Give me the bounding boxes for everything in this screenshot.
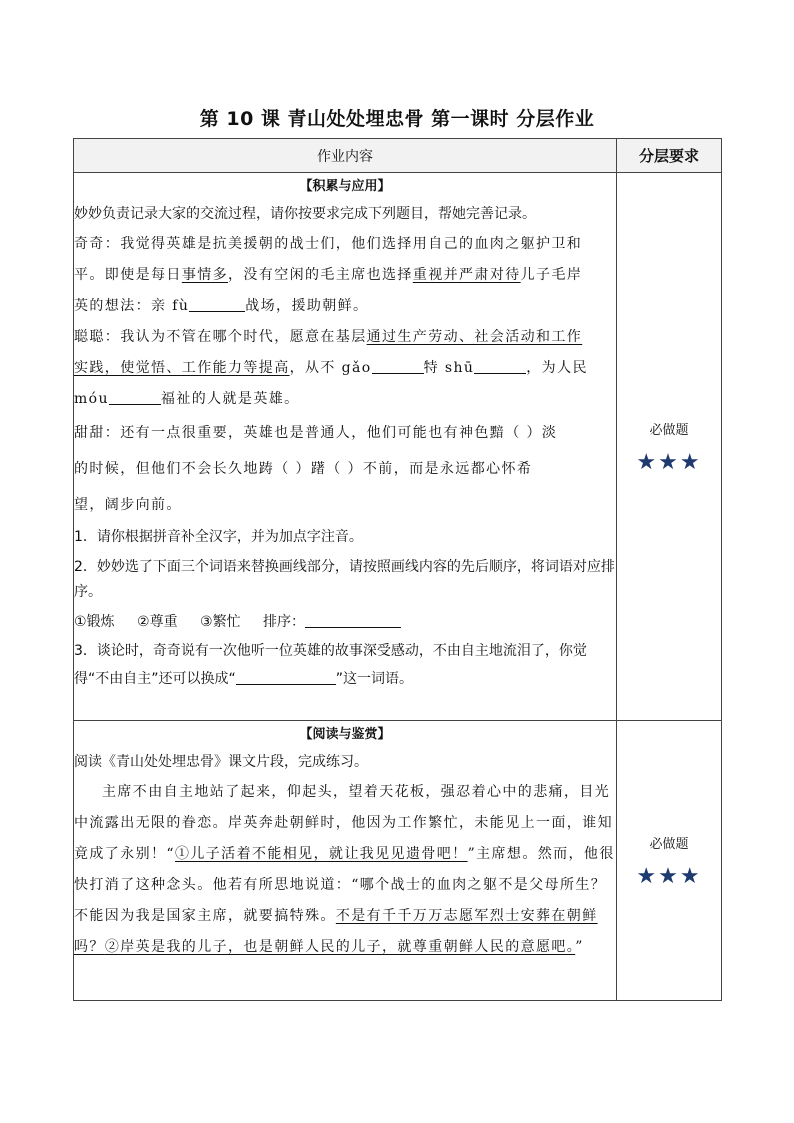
option-2: ②尊重 <box>137 614 178 630</box>
question-2: 2．妙妙选了下面三个词语来替换画线部分，请按照画线内容的先后顺序，将词语对应排序。 <box>74 559 615 600</box>
required-label: 必做题 <box>649 836 689 852</box>
congcong-line-1 <box>74 322 616 353</box>
text-span: 战场，援助朝鲜。 <box>245 298 369 314</box>
underlined-phrase: 通过生产劳动、社会活动和工作 <box>366 329 583 345</box>
underlined-sentence: ②岸英是我的儿子，也是朝鲜人民的儿子，就尊重朝鲜人民的意愿吧。 <box>104 939 576 955</box>
level-cell <box>617 173 722 721</box>
text-span: ”主席想。然而，他很快打消了这种念头。他若有所思地说道：“哪个战士的血肉之躯不是父母所生？不能因为我是国家主席，就要搞特殊。 <box>74 846 615 924</box>
congcong-line-2 <box>74 353 616 384</box>
answer-blank[interactable] <box>109 386 161 405</box>
row-accumulation <box>74 173 722 721</box>
homework-table <box>73 138 722 1001</box>
underlined-phrase: 事情多 <box>181 267 229 283</box>
question-1: 1．请你根据拼音补全汉字，并为加点字注音。 <box>74 529 363 545</box>
star-rating: ★★★ <box>636 449 702 475</box>
text-span: 3．谈论时，奇奇说有一次他听一位英雄的故事深受感动，不由自主地流泪了，你觉得“不由自主”还可以换成“ <box>74 643 587 687</box>
answer-blank[interactable] <box>372 355 424 374</box>
text-span: ，为人民 <box>526 360 588 376</box>
text-span: 平。即使是每日 <box>74 267 182 283</box>
order-blank[interactable] <box>305 609 401 628</box>
underlined-phrase: 实践，使觉悟、工作能力等提高 <box>74 360 290 376</box>
text-span: ”这一词语。 <box>335 671 414 687</box>
text-span: móu <box>74 391 109 407</box>
answer-blank[interactable] <box>189 293 245 312</box>
accumulation-content <box>74 173 617 721</box>
qiqi-line-2 <box>74 260 616 291</box>
underlined-sentence: ①儿子活着不能相见，就让我见见遗骨吧！ <box>174 846 468 862</box>
level-cell <box>617 721 722 1001</box>
congcong-dialogue <box>74 322 616 415</box>
text-span: ” <box>575 939 584 955</box>
section-heading: 【积累与应用】 <box>299 179 391 194</box>
text-span: 主席不由自主地站了起来，仰起头，望着天花板，强忍着心中的悲痛，目光中流露出无限的眷恋。岸英奔赴朝鲜时，他因为工作繁忙，未能见上一面，谁知竟成了永别！“ <box>74 784 613 862</box>
table-header-row <box>74 139 722 173</box>
underlined-phrase: 重视并严肃对待 <box>412 267 521 283</box>
reading-intro: 阅读《青山处处埋忠骨》课文片段，完成练习。 <box>74 754 368 770</box>
option-1: ①锻炼 <box>74 614 115 630</box>
page-title: 第 10 课 青山处处埋忠骨 第一课时 分层作业 <box>199 108 595 130</box>
option-row <box>74 608 616 637</box>
text-span: 英的想法：亲 fù <box>74 298 190 314</box>
option-3: ③繁忙 <box>200 614 241 630</box>
tiantian-dialogue <box>74 415 616 523</box>
tiantian-line-1: 甜甜：还有一点很重要，英雄也是普通人，他们可能也有神色黯（ ）淡 <box>74 425 558 441</box>
question-3 <box>74 637 616 693</box>
order-label: 排序： <box>263 614 306 630</box>
header-content: 作业内容 <box>74 139 617 173</box>
tiantian-line-3: 望，阔步向前。 <box>74 497 182 513</box>
row-reading <box>74 721 722 1001</box>
qiqi-dialogue <box>74 229 616 322</box>
text-span: ，从不 gǎo <box>289 360 372 376</box>
text-span: 福祉的人就是英雄。 <box>160 391 300 407</box>
tiantian-line-2: 的时候，但他们不会长久地踌（ ）躇（ ）不前，而是永远都心怀希 <box>74 461 533 477</box>
section-heading: 【阅读与鉴赏】 <box>299 727 391 742</box>
star-rating: ★★★ <box>636 863 702 889</box>
reading-content <box>74 721 617 1001</box>
underlined-sentence: 不是有千千万万志愿军烈士安葬在朝鲜吗？ <box>74 908 598 955</box>
answer-blank[interactable] <box>474 355 526 374</box>
text-span: 聪聪：我认为不管在哪个时代，愿意在基层 <box>74 329 367 345</box>
text-span: 儿子毛岸 <box>520 267 583 283</box>
header-level: 分层要求 <box>617 139 722 173</box>
intro-text: 妙妙负责记录大家的交流过程，请你按要求完成下列题目，帮她完善记录。 <box>74 206 536 222</box>
reading-passage <box>74 777 616 963</box>
text-span: 特 shū <box>423 360 475 376</box>
required-label: 必做题 <box>649 422 689 438</box>
answer-blank[interactable] <box>236 666 336 685</box>
text-span: ，没有空闲的毛主席也选择 <box>228 267 413 283</box>
qiqi-line-3 <box>74 291 616 322</box>
congcong-line-3 <box>74 384 616 415</box>
qiqi-line-1: 奇奇：我觉得英雄是抗美援朝的战士们，他们选择用自己的血肉之躯护卫和 <box>74 236 583 252</box>
